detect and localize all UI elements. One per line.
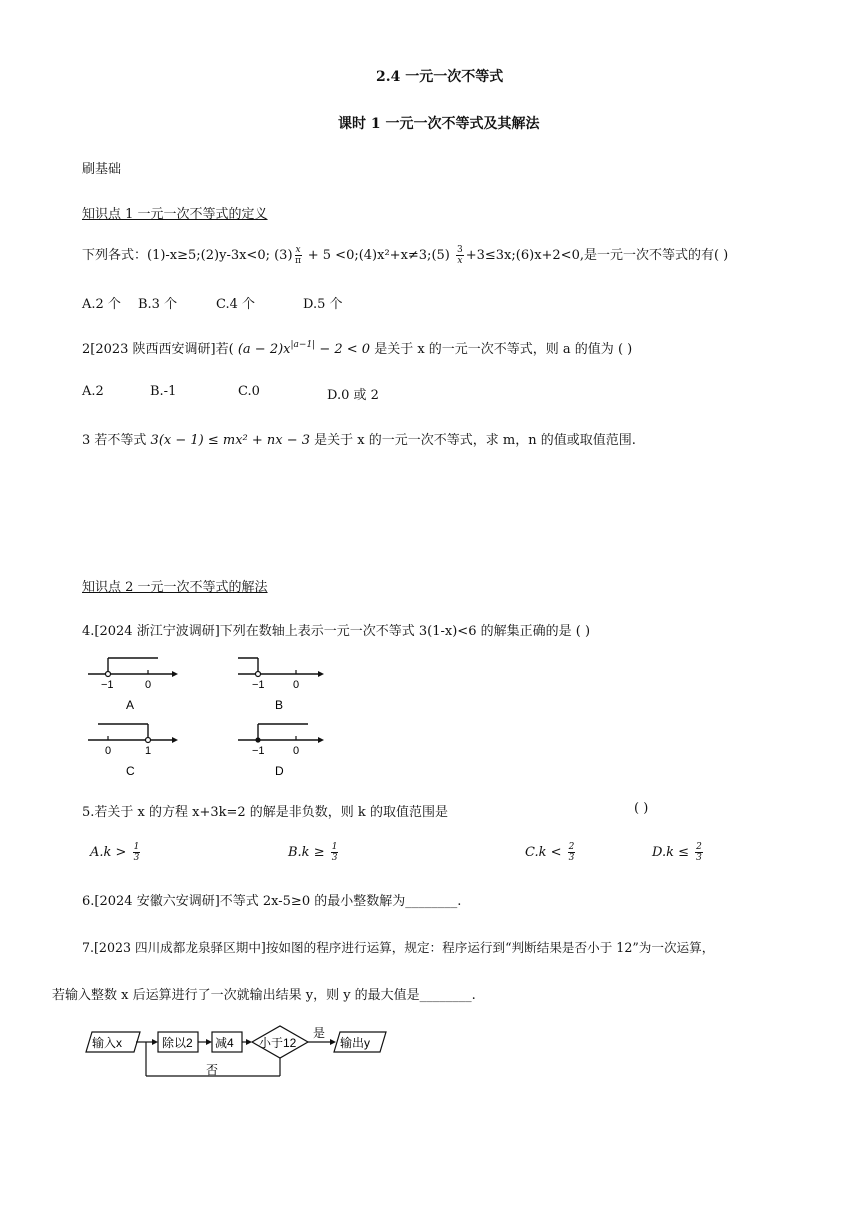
q6-stem: 6.[2024 安徽六安调研]不等式 2x-5≥0 的最小整数解为________. — [82, 894, 462, 909]
q2-expr-base: (a − 2)x — [237, 342, 291, 357]
q5-option-c: C.k < $\frac{2}{3}$ — [525, 842, 575, 863]
q2-expr-tail: − 2 < 0 — [315, 342, 371, 357]
q5-stem: 5.若关于 x 的方程 x+3k=2 的解是非负数，则 k 的取值范围是 — [82, 805, 448, 820]
q3-prefix: 3 若不等式 — [82, 433, 151, 448]
q7-line1: 7.[2023 四川成都龙泉驿区期中]按如图的程序进行运算，规定：程序运行到“判断结果是否小于 12”为一次运算， — [82, 940, 715, 955]
q1-option-b: B.3 个 — [138, 297, 178, 312]
q1-mid: + 5 <0;(4)x²+x≠3;(5) — [303, 248, 454, 263]
section-title: 2.4 一元一次不等式 — [376, 69, 504, 85]
q1-suffix: +3≤3x;(6)x+2<0,是一元一次不等式的有( ) — [465, 248, 729, 263]
number-line-c-tick-right: 1 — [145, 745, 152, 757]
q1-stem — [82, 244, 728, 266]
q2-option-c: C.0 — [238, 384, 260, 399]
q1-frac-x-over-pi: $\frac{x}{\pi}$ — [295, 245, 302, 266]
flow-divide-label: 除以2 — [162, 1036, 193, 1050]
q4-stem: 4.[2024 浙江宁波调研]下列在数轴上表示一元一次不等式 3(1-x)<6 的解集正确的是 ( ) — [82, 624, 591, 639]
number-line-d-label: D — [275, 764, 284, 778]
q2-option-a: A.2 — [82, 384, 104, 399]
number-line-d-tick-right: 0 — [293, 745, 300, 757]
number-line-b-tick-right: 0 — [293, 679, 300, 691]
flow-subtract-label: 减4 — [215, 1036, 234, 1050]
flow-decision-label: 小于12 — [259, 1036, 297, 1050]
q2-expr-exponent: |a−1| — [290, 340, 316, 350]
q3-expr: 3(x − 1) ≤ mx² + nx − 3 — [150, 433, 311, 448]
q5-option-d: D.k ≤ $\frac{2}{3}$ — [652, 842, 702, 863]
q7-flowchart — [84, 1024, 394, 1086]
q2-suffix: 是关于 x 的一元一次不等式，则 a 的值为 ( ) — [370, 342, 633, 357]
q1-frac-3-over-x: $\frac{3}{x}$ — [457, 245, 463, 266]
q5-option-a: A.k > $\frac{1}{3}$ — [90, 842, 140, 863]
q1-option-d: D.5 个 — [303, 297, 343, 312]
number-line-a-label: A — [126, 698, 135, 712]
q2-option-d: D.0 或 2 — [327, 388, 379, 403]
flow-input-label: 输入x — [92, 1036, 123, 1050]
lesson-title: 课时 1 一元一次不等式及其解法 — [338, 116, 540, 132]
q5-bracket: ( ) — [634, 801, 649, 816]
number-line-d-tick-left: −1 — [252, 745, 265, 757]
q1-option-a: A.2 个 — [82, 297, 121, 312]
q3-suffix: 是关于 x 的一元一次不等式，求 m，n 的值或取值范围. — [310, 433, 636, 448]
q3-stem — [82, 429, 636, 448]
number-line-b-label: B — [275, 698, 284, 712]
number-line-d — [238, 724, 324, 778]
number-line-c-tick-left: 0 — [105, 745, 112, 757]
kp2-heading: 知识点 2 一元一次不等式的解法 — [82, 580, 268, 595]
number-line-c — [88, 724, 178, 778]
number-line-a-tick-right: 0 — [145, 679, 152, 691]
flow-output-label: 输出y — [340, 1036, 371, 1050]
number-line-b — [238, 658, 324, 712]
q4-number-lines — [80, 652, 340, 780]
q2-option-b: B.-1 — [150, 384, 177, 399]
q2-stem — [82, 338, 632, 357]
number-line-b-tick-left: −1 — [252, 679, 265, 691]
flow-yes-label: 是 — [313, 1026, 326, 1040]
q1-prefix: 下列各式：(1)-x≥5;(2)y-3x<0; (3) — [82, 248, 293, 263]
number-line-a — [88, 658, 178, 712]
number-line-a-tick-left: −1 — [101, 679, 114, 691]
flow-no-label: 否 — [206, 1063, 219, 1077]
q5-option-b: B.k ≥ $\frac{1}{3}$ — [288, 842, 338, 863]
brush-basic-label: 刷基础 — [82, 162, 122, 177]
q2-prefix: 2[2023 陕西西安调研]若( — [82, 342, 238, 357]
number-line-c-label: C — [126, 764, 135, 778]
q7-line2: 若输入整数 x 后运算进行了一次就输出结果 y，则 y 的最大值是________. — [52, 988, 476, 1003]
kp1-heading: 知识点 1 一元一次不等式的定义 — [82, 207, 268, 222]
q1-option-c: C.4 个 — [216, 297, 256, 312]
